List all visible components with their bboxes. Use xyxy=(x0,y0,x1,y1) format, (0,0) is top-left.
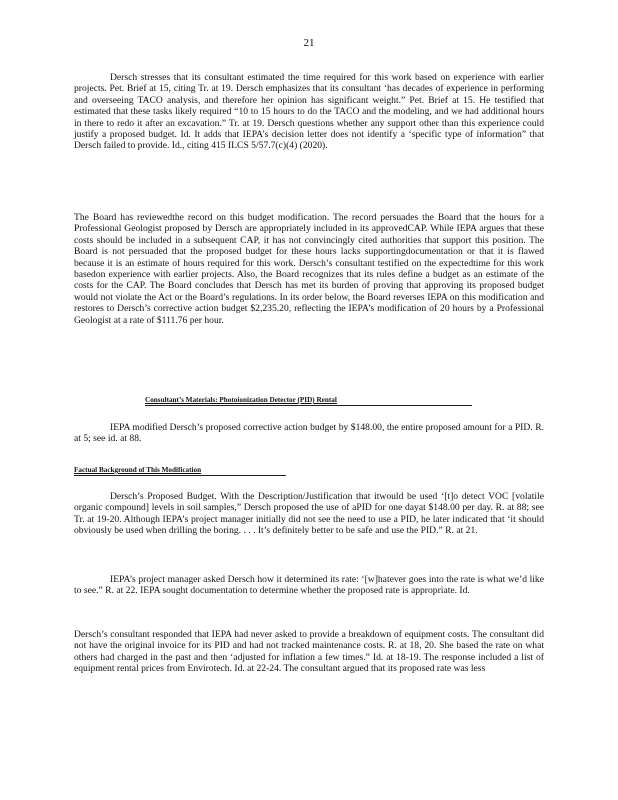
paragraph-text: The Board has reviewedthe record on this budget modification. The record persuades the Board that the hours for a Professional Geologist proposed by Dersch are appropriately included in its approvedCAP. While IEPA argues that these costs should be included in a subsequent CAP, it has not convincingly cited authorities that support this position. The Board is not persuaded that the proposed budget for these hours lacks supportingdocumentation or that it is flawed because it is an estimate of hours required for this work. Dersch’s consultant testified on the expectedtime for this work basedon experience with earlier projects. Also, the Board recognizes that its rules define a budget as an estimate of the costs for the CAP. The Board concludes that Dersch has met its burden of proving that approving its proposed budget would not violate the Act or the Board’s regulations. In its order below, the Board reverses IEPA on this modification and restores to Dersch’s corrective action budget $2,235.20, reflecting the IEPA’s modification of 20 hours by a Professional Geologist at a rate of $111.76 per hour. xyxy=(74,212,544,326)
paragraph-iepa-modification xyxy=(74,422,544,445)
section-heading-factual-background: Factual Background of This Modification xyxy=(74,466,202,474)
page-number: 21 xyxy=(303,37,315,49)
paragraph-text: IEPA’s project manager asked Dersch how it determined its rate: ‘[w]hatever goes into the rate is what we’d like to see.” R. at 22. IEPA sought documentation to determine whether the proposed rate is appropriate. Id. xyxy=(74,574,544,597)
paragraph-text: Dersch stresses that its consultant estimated the time required for this work based on experience with earlier projects. Pet. Brief at 15, citing Tr. at 19. Dersch emphasizes that its consultant ‘has decades of experience in performing and overseeing TACO analysis, and therefore her opinion has significant weight.” Pet. Brief at 15. He testified that estimated that these tasks likely required “10 to 15 hours to do the TACO and the modeling, and we had additional hours in there to redo it after an excavation.” Tr. at 19. Dersch questions whether any support other than this experience could justify a proposed budget. Id. It adds that IEPA’s decision letter does not identify a ‘specific type of information” that Dersch failed to provide. Id., citing 415 ILCS 5/57.7(c)(4) (2020). xyxy=(74,72,544,152)
section-heading-pid-rental: Consultant’s Materials: Photoionization Detector (PID) Rental xyxy=(145,396,337,404)
heading-underline xyxy=(145,405,472,406)
paragraph-rate-question xyxy=(74,574,544,597)
paragraph-text: IEPA modified Dersch’s proposed corrective action budget by $148.00, the entire proposed amount for a PID. R. at 5; see id. at 88. xyxy=(74,422,544,445)
paragraph-text: Dersch’s consultant responded that IEPA had never asked to provide a breakdown of equipment costs. The consultant did not have the original invoice for its PID and had not tracked maintenance costs. R. at 18, 20. She based the rate on what others had charged in the past and then ‘adjusted for inflation a few times.” Id. at 18-19. The response included a list of equipment rental prices from Envirotech. Id. at 22-24. The consultant argued that its proposed rate was less xyxy=(74,629,544,675)
heading-underline xyxy=(74,475,286,476)
paragraph-proposed-budget xyxy=(74,491,544,537)
paragraph-board-review xyxy=(74,212,544,326)
paragraph-consultant-estimate xyxy=(74,72,544,152)
paragraph-consultant-response xyxy=(74,629,544,675)
paragraph-text: Dersch’s Proposed Budget. With the Description/Justification that itwould be used ‘[t]o detect VOC [volatile organic compound] levels in soil samples,” Dersch proposed the use of aPID for one dayat $148.00 per day. R. at 88; see Tr. at 19-20. Although IEPA’s project manager initially did not see the need to use a PID, he later indicated that ‘it should obviously be used when drilling the boring. . . . It’s definitely better to be safe and use the PID.” R. at 21. xyxy=(74,491,544,537)
